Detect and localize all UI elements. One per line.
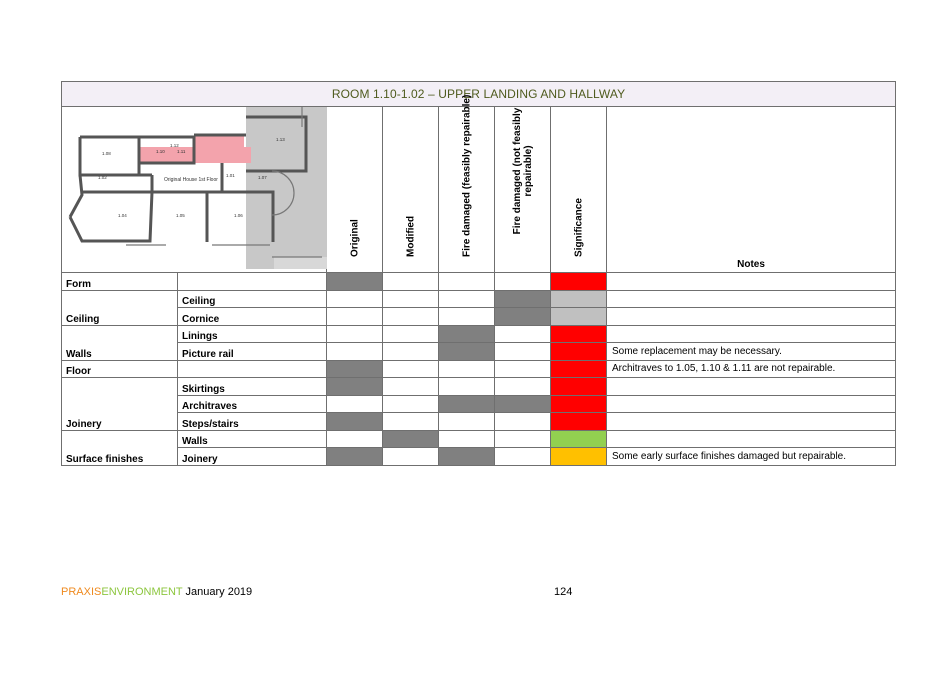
row-note xyxy=(607,308,896,326)
col-original: Original xyxy=(327,107,383,273)
plan-label-1-02: 1.02 xyxy=(98,175,107,180)
cell-fire-not-repairable xyxy=(495,430,551,448)
col-notes: Notes xyxy=(607,107,896,273)
cell-original xyxy=(327,430,383,448)
cell-fire-repairable xyxy=(439,413,495,431)
cell-modified xyxy=(383,378,439,396)
brand-praxis: PRAXIS xyxy=(61,586,102,598)
row-sub-label xyxy=(178,273,327,291)
cell-fire-not-repairable xyxy=(495,360,551,378)
heritage-assessment-sheet xyxy=(61,81,895,466)
cell-modified xyxy=(383,273,439,291)
row-sub-label: Skirtings xyxy=(178,378,327,396)
cell-significance xyxy=(551,273,607,291)
row-sub-label xyxy=(178,360,327,378)
cell-significance xyxy=(551,378,607,396)
cell-modified xyxy=(383,360,439,378)
cell-original xyxy=(327,360,383,378)
cell-original xyxy=(327,448,383,466)
row-note xyxy=(607,290,896,308)
plan-label-1-07: 1.07 xyxy=(258,175,267,180)
plan-label-original-house: Original House 1st Floor xyxy=(164,177,218,183)
cell-fire-repairable xyxy=(439,273,495,291)
floor-plan-drawing xyxy=(62,107,327,269)
cell-fire-repairable xyxy=(439,308,495,326)
cell-significance xyxy=(551,430,607,448)
table-row xyxy=(62,413,896,431)
cell-modified xyxy=(383,413,439,431)
cell-fire-not-repairable xyxy=(495,308,551,326)
cell-original xyxy=(327,290,383,308)
page-number: 124 xyxy=(554,586,573,598)
row-group-label: Walls xyxy=(62,325,178,360)
row-group-label: Ceiling xyxy=(62,290,178,325)
plan-label-1-13: 1.13 xyxy=(276,137,285,142)
cell-fire-repairable xyxy=(439,430,495,448)
brand-environment: ENVIRONMENT xyxy=(101,586,183,598)
cell-fire-not-repairable xyxy=(495,448,551,466)
cell-original xyxy=(327,325,383,343)
table-row xyxy=(62,290,896,308)
cell-modified xyxy=(383,343,439,361)
cell-fire-not-repairable xyxy=(495,413,551,431)
row-group-label: Surface finishes xyxy=(62,430,178,465)
cell-fire-repairable xyxy=(439,378,495,396)
cell-modified xyxy=(383,395,439,413)
cell-fire-not-repairable xyxy=(495,290,551,308)
table-row xyxy=(62,325,896,343)
cell-fire-not-repairable xyxy=(495,395,551,413)
row-note xyxy=(607,413,896,431)
row-sub-label: Cornice xyxy=(178,308,327,326)
header-row xyxy=(62,107,896,273)
row-sub-label: Ceiling xyxy=(178,290,327,308)
table-row xyxy=(62,273,896,291)
cell-original xyxy=(327,308,383,326)
assessment-table xyxy=(61,81,896,466)
cell-fire-repairable xyxy=(439,290,495,308)
row-sub-label: Walls xyxy=(178,430,327,448)
floor-plan xyxy=(62,107,327,273)
cell-fire-repairable xyxy=(439,448,495,466)
row-note xyxy=(607,325,896,343)
cell-original xyxy=(327,343,383,361)
row-note xyxy=(607,395,896,413)
row-group-label: Form xyxy=(62,273,178,291)
cell-original xyxy=(327,378,383,396)
row-note xyxy=(607,378,896,396)
cell-significance xyxy=(551,343,607,361)
cell-modified xyxy=(383,308,439,326)
cell-fire-repairable xyxy=(439,395,495,413)
plan-label-1-05: 1.05 xyxy=(176,213,185,218)
plan-label-1-08: 1.08 xyxy=(102,151,111,156)
plan-label-1-11: 1.11 xyxy=(177,149,186,154)
col-significance: Significance xyxy=(551,107,607,273)
cell-significance xyxy=(551,325,607,343)
cell-original xyxy=(327,413,383,431)
cell-fire-not-repairable xyxy=(495,378,551,396)
cell-significance xyxy=(551,395,607,413)
cell-fire-repairable xyxy=(439,343,495,361)
col-fire-not-repairable: Fire damaged (not feasibly repairable) xyxy=(495,107,551,273)
plan-label-1-06: 1.06 xyxy=(234,213,243,218)
row-note xyxy=(607,430,896,448)
cell-fire-not-repairable xyxy=(495,325,551,343)
row-sub-label: Architraves xyxy=(178,395,327,413)
row-sub-label: Picture rail xyxy=(178,343,327,361)
plan-label-1-10: 1.10 xyxy=(156,149,165,154)
cell-modified xyxy=(383,325,439,343)
table-row xyxy=(62,448,896,466)
cell-original xyxy=(327,395,383,413)
footer-brand xyxy=(61,586,252,598)
table-row xyxy=(62,308,896,326)
cell-original xyxy=(327,273,383,291)
table-title: ROOM 1.10-1.02 – UPPER LANDING AND HALLWAY xyxy=(62,82,896,107)
row-sub-label: Joinery xyxy=(178,448,327,466)
table-row xyxy=(62,395,896,413)
row-sub-label: Steps/stairs xyxy=(178,413,327,431)
cell-significance xyxy=(551,290,607,308)
row-note xyxy=(607,273,896,291)
cell-modified xyxy=(383,448,439,466)
row-note: Some early surface finishes damaged but repairable. xyxy=(607,448,896,466)
row-sub-label: Linings xyxy=(178,325,327,343)
cell-significance xyxy=(551,308,607,326)
row-note: Some replacement may be necessary. xyxy=(607,343,896,361)
table-row xyxy=(62,360,896,378)
cell-modified xyxy=(383,290,439,308)
cell-fire-repairable xyxy=(439,360,495,378)
plan-label-1-01: 1.01 xyxy=(226,173,235,178)
table-row xyxy=(62,378,896,396)
row-note: Architraves to 1.05, 1.10 & 1.11 are not repairable. xyxy=(607,360,896,378)
table-row xyxy=(62,343,896,361)
row-group-label: Joinery xyxy=(62,378,178,431)
col-modified: Modified xyxy=(383,107,439,273)
row-group-label: Floor xyxy=(62,360,178,378)
cell-fire-not-repairable xyxy=(495,273,551,291)
footer-date: January 2019 xyxy=(182,586,253,598)
plan-label-1-04: 1.04 xyxy=(118,213,127,218)
cell-significance xyxy=(551,413,607,431)
cell-modified xyxy=(383,430,439,448)
table-row xyxy=(62,430,896,448)
cell-significance xyxy=(551,448,607,466)
col-fire-repairable: Fire damaged (feasibly repairable) xyxy=(439,107,495,273)
cell-fire-not-repairable xyxy=(495,343,551,361)
plan-label-1-12: 1.12 xyxy=(170,143,179,148)
cell-significance xyxy=(551,360,607,378)
cell-fire-repairable xyxy=(439,325,495,343)
